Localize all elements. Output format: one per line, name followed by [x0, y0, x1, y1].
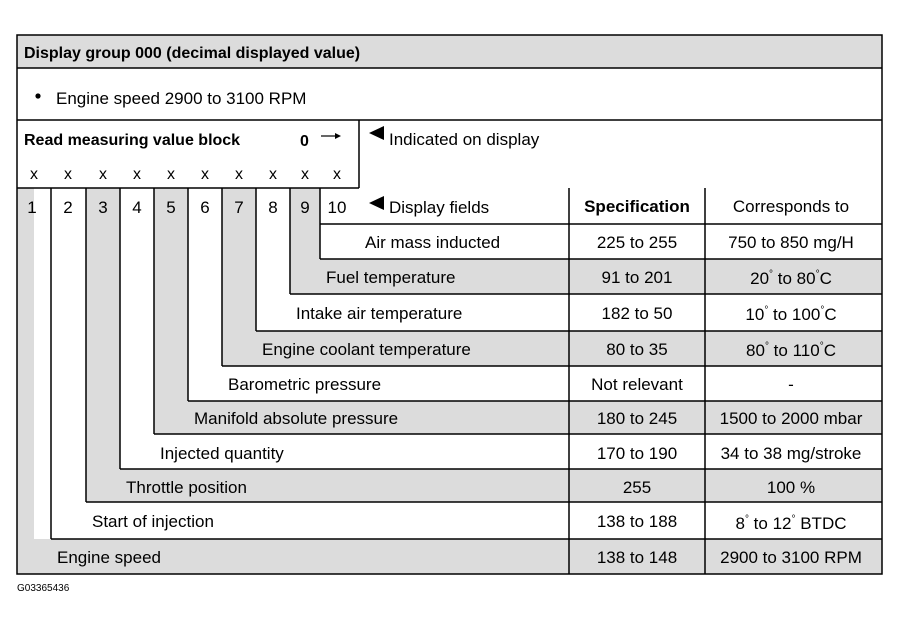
field-number: 9: [300, 198, 310, 217]
corr-value: 80° to 110°C: [746, 341, 836, 360]
field-label: Engine speed: [57, 548, 161, 567]
corr-value: 20° to 80°C: [750, 269, 832, 288]
field-label: Fuel temperature: [326, 268, 456, 287]
row-injected-quantity: [160, 444, 861, 463]
display-fields-label: Display fields: [389, 198, 490, 217]
spec-value: Not relevant: [591, 375, 683, 394]
field-number: 2: [63, 198, 73, 217]
x-marker: x: [333, 166, 341, 183]
indicated-label: Indicated on display: [389, 130, 540, 149]
corr-value: 100 %: [766, 478, 816, 497]
spec-value: 91 to 201: [601, 268, 673, 287]
x-marker: x: [235, 166, 243, 183]
corr-value: 8° to 12° BTDC: [735, 514, 847, 533]
arrow-right-icon: [321, 133, 341, 139]
field-label: Barometric pressure: [228, 375, 382, 394]
field-label: Start of injection: [92, 512, 214, 531]
read-block-label: Read measuring value block: [24, 132, 241, 149]
x-marker: x: [64, 166, 72, 183]
row-air-mass: [365, 233, 854, 252]
corr-value: 750 to 850 mg/H: [728, 233, 854, 252]
field-label: Throttle position: [126, 478, 247, 497]
triangle-left-icon: [369, 126, 384, 140]
spec-value: 180 to 245: [596, 409, 678, 428]
field-label: Air mass inducted: [365, 233, 501, 252]
field-label: Engine coolant temperature: [262, 340, 471, 359]
bullet-icon: [35, 93, 40, 98]
field-number: 4: [132, 198, 142, 217]
spec-value: 138 to 148: [596, 548, 678, 567]
field-number: 3: [98, 198, 108, 217]
field-number: 1: [27, 198, 37, 217]
x-marker: x: [167, 166, 175, 183]
row-barometric-pressure: [228, 375, 794, 394]
x-markers: [30, 166, 341, 183]
x-marker: x: [269, 166, 277, 183]
field-number: 5: [166, 198, 176, 217]
corresponds-header: Corresponds to: [732, 197, 850, 216]
spec-value: 255: [622, 478, 652, 497]
x-marker: x: [30, 166, 38, 183]
spec-value: 138 to 188: [596, 512, 678, 531]
x-marker: x: [133, 166, 141, 183]
specification-header: Specification: [584, 197, 690, 216]
field-number: 8: [268, 198, 278, 217]
x-marker: x: [301, 166, 309, 183]
x-marker: x: [201, 166, 209, 183]
spec-value: 80 to 35: [606, 340, 668, 359]
row-start-of-injection: [92, 512, 847, 533]
field-number: 7: [234, 198, 244, 217]
corr-value: 34 to 38 mg/stroke: [720, 444, 862, 463]
x-marker: x: [99, 166, 107, 183]
read-block-value: 0: [300, 133, 309, 150]
corr-value: 1500 to 2000 mbar: [719, 409, 863, 428]
field-label: Injected quantity: [160, 444, 284, 463]
table-title: Display group 000 (decimal displayed value): [24, 45, 361, 62]
field-number: 6: [200, 198, 210, 217]
spec-value: 225 to 255: [596, 233, 678, 252]
field-number: 10: [327, 198, 347, 217]
row-intake-air-temperature: [296, 304, 837, 324]
figure-id: G03365436: [17, 583, 70, 594]
field-label: Manifold absolute pressure: [194, 409, 399, 428]
field-label: Intake air temperature: [296, 304, 463, 323]
spec-value: 182 to 50: [601, 304, 673, 323]
bullet-text: Engine speed 2900 to 3100 RPM: [56, 89, 307, 108]
triangle-left-icon: [369, 196, 384, 210]
corr-value: -: [788, 375, 794, 394]
corr-value: 2900 to 3100 RPM: [720, 548, 862, 567]
corr-value: 10° to 100°C: [745, 305, 837, 324]
spec-value: 170 to 190: [596, 444, 678, 463]
